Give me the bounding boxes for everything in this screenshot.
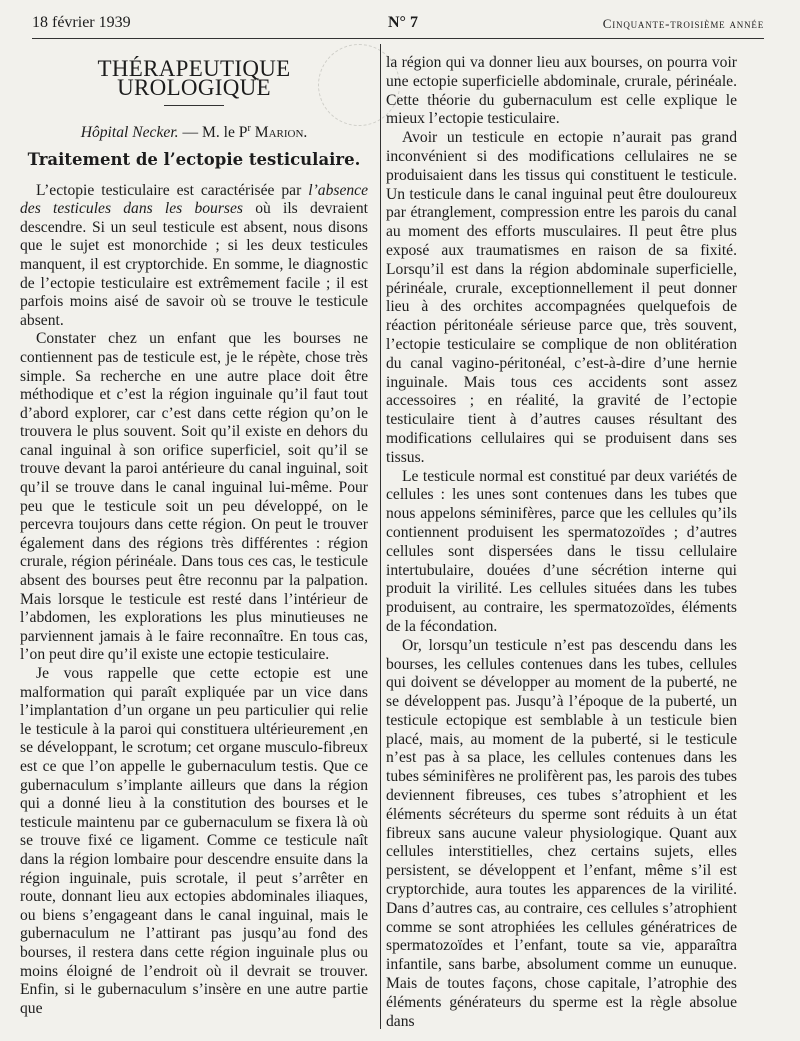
running-header xyxy=(32,14,764,36)
issue-number: N° 7 xyxy=(388,14,418,31)
issue-date: 18 février 1939 xyxy=(32,14,131,31)
publication-year: Cinquante-troisième année xyxy=(602,16,764,31)
header-rule xyxy=(32,38,764,39)
professor-superscript: r xyxy=(247,123,251,135)
article-subtitle: Traitement de l’ectopie testiculaire. xyxy=(27,149,361,169)
emphasized-text: l’absence des testicules dans les bourses xyxy=(20,181,368,218)
paragraph: la région qui va donner lieu aux bourses, on pourra voir une ectopie superficielle abdominale, crurale, périnéale. Cette théorie du gubernaculum est celle explique le mieux l’ectopie testiculaire. xyxy=(386,54,737,128)
byline-separator: — M. le P xyxy=(178,124,248,142)
right-column xyxy=(386,54,737,1031)
paragraph: Je vous rappelle que cette ectopie est une malformation qui paraît expliquée par un vice dans l’implantation d’un organe un peu particulier qui relie le testicule à la paroi qui constituera ultérieurement ,en se développant, le scrotum; cet organe musculo-fibreux est ce que l’on appelle le gubernaculum testis. Que ce gubernaculum s’implante ailleurs que dans la région qui a donné lieu à la constitution des bourses et le testicule maintenu par ce gubernaculum se fixera là où se trouve fixé ce ligament. Comme ce testicule naît dans la région lombaire pour descendre ensuite dans la région inguinale, puis scrotale, il peut s’arrêter en route, donnant lieu aux ectopies abdominales iliaques, ou biens s’engageant dans le canal inguinal, mais le gubernaculum ne l’attirant pas jusqu’au fond des bourses, il restera dans cette région inguinale plus ou moins éloigné de l’endroit où il devrait se trouver. Enfin, si le gubernaculum s’insère en une autre partie que xyxy=(20,665,368,1017)
paragraph: Avoir un testicule en ectopie n’aurait pas grand inconvénient si des modifications cellulaires ne se produisaient dans les tissus qui constituent le testicule. Un testicule dans le canal inguinal peut être douloureux par étranglement, compression entre les parois du canal au moment des efforts musculaires. Il peut être plus exposé aux traumatismes en raison de sa fixité. Lorsqu’il est dans la région abdominale superficielle, périnéale, crurale, exceptionnellement il peut donner lieu à des orchites accompagnées quelquefois de réaction péritonéale sérieuse parce que, très souvent, l’ectopie testiculaire se complique de non oblitération du canal vagino-péritonéal, c’est-à-dire d’une hernie inguinale. Mais tous ces accidents sont assez accessoires ; en réalité, la gravité de l’ectopie testiculaire tient à d’autres causes résultant des modifications cellulaires qui se produisent dans ses tissus. xyxy=(386,129,737,466)
column-divider xyxy=(380,44,381,1029)
paragraph xyxy=(20,182,368,331)
byline xyxy=(20,120,368,143)
article-title: THÉRAPEUTIQUE UROLOGIQUE xyxy=(97,56,291,100)
paragraph: Le testicule normal est constitué par deux variétés de cellules : les unes sont contenues dans les tubes que nous appelons séminifères, parce que les cellules qu’ils contiennent produisent les spermatozoïdes ; d’autres cellules sont dispersées dans le tissu cellulaire intertubulaire, douées d’une sécrétion interne qui produit la virilité. Les cellules situées dans les tubes produisent, au contraire, les spermatozoïdes, éléments de la fécondation. xyxy=(386,467,737,635)
left-column xyxy=(20,52,368,1018)
hospital-name: Hôpital Necker. xyxy=(80,124,179,142)
paragraph-text: où ils devraient descendre. Si un seul testicule est absent, nous disons que le sujet est monorchide ; si les deux testicules manquent, il est cryptorchide. En somme, le diagnostic de l’ectopie testiculaire est extrêmement facile ; il est parfois moins aisé de savoir où se trouve le testicule absent. xyxy=(20,200,368,329)
title-rule xyxy=(164,105,224,106)
paragraph: Or, lorsqu’un testicule n’est pas descendu dans les bourses, les cellules contenues dans les tubes, cellules qui doivent se développer au moment de la puberté, ne se développent pas. Jusqu’à l’époque de la puberté, un testicule ectopique est semblable à un testicule bien placé, mais, au moment de la puberté, si le testicule n’est pas à sa place, les cellules contenues dans les tubes séminifères ne prolifèrent pas, les parois des tubes deviennent fibreuses, ces tubes s’atrophient et les éléments sécréteurs du sperme sont réduits à un état fibreux sans aucune valeur physiologique. Quant aux cellules interstitielles, chez certains sujets, elles persistent, se développent et l’enfant, même s’il est cryptorchide, aura toutes les apparences de la virilité. Dans d’autres cas, au contraire, ces cellules s’atrophient comme se sont atrophiées les cellules génératrices de spermatozoïdes et l’enfant, toute sa vie, apparaîtra infantile, sans barbe, absolument comme un eunuque. Mais de toutes façons, chose capitale, l’atrophie des éléments générateurs du sperme est la règle absolue dans xyxy=(386,636,737,1030)
paragraph: Constater chez un enfant que les bourses ne contiennent pas de testicule est, je le répète, chose très simple. Sa recherche en une autre place doit être méthodique et c’est la région inguinale qu’il faut tout d’abord explorer, car c’est dans cette région qu’on le trouvera le plus souvent. Soit qu’il existe en dehors du canal inguinal à son orifice superficiel, soit qu’il se trouve devant la paroi antérieure du canal inguinal, soit qu’il se trouve dans le canal inguinal lui-même. Pour peu que le testicule soit un peu développé, on le percevra toujours dans cette région. On peut le trouver également dans des régions très différentes : région crurale, région périnéale. Dans tous ces cas, le testicule absent des bourses peut être reconnu par la palpation. Mais lorsque le testicule est resté dans l’intérieur de l’abdomen, les explorations les plus minutieuses ne parviennent jamais à le faire reconnaître. En tous cas, l’on peut dire qu’il existe une ectopie testiculaire. xyxy=(20,330,368,664)
author-name: Marion. xyxy=(254,124,308,142)
paragraph-text: L’ectopie testiculaire est caractérisée par xyxy=(36,181,309,199)
